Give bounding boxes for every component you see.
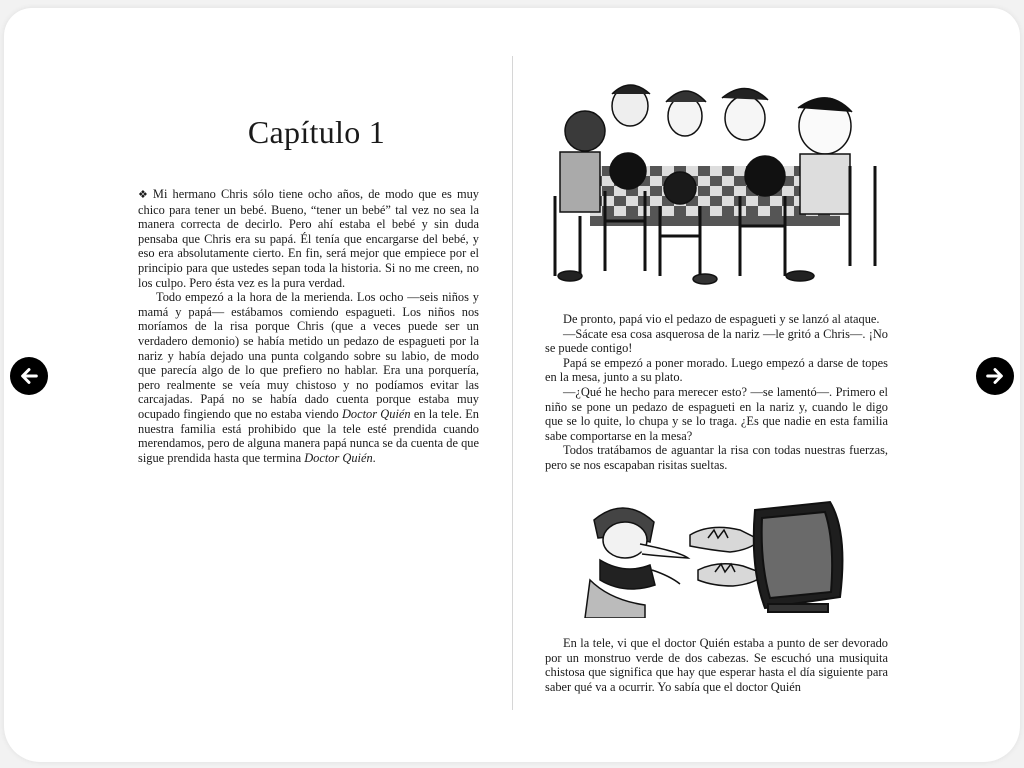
arrow-right-icon [984,365,1006,387]
prev-page-button[interactable] [10,357,48,395]
paragraph-text: . [372,450,376,465]
paragraph: De pronto, papá vio el pedazo de espagueti y se lanzó al ataque. [563,312,880,326]
paragraph: En la tele, vi que el doctor Quién estaba a punto de ser devorado por un monstruo verde de dos cabezas. Se escuchó una musiquita chistosa que significa que hay que esperar hasta el día siguiente para saber qué va a ocurrir. Yo sabía que el doctor Quién [545,636,888,694]
show-title: Doctor Quién [341,406,411,421]
paragraph: —¿Qué he hecho para merecer esto? —se lamentó—. Primero el niño se pone un pedazo de espagueti en la nariz y, cuando le digo que se lo quite, lo chupa y se lo traga. ¿Es que nadie en esta familia sabe comportarse en la mesa? [545,384,888,443]
arrow-left-icon [18,365,40,387]
chapter-title: Capítulo 1 [247,114,386,150]
paragraph-text: en la tele. En nuestra familia está prohibido que la tele esté prendida cuando merendamos, pero de alguna manera papá nunca se da cuenta de que sigue prendida hasta que termina [138,406,479,465]
family-dinner-illustration [550,76,882,288]
paragraph: Todos tratábamos de aguantar la risa con todas nuestras fuerzas, pero se nos escapaban risitas sueltas. [545,443,888,472]
next-page-button[interactable] [976,357,1014,395]
paragraph-text: Mi hermano Chris sólo tiene ocho años, de modo que es muy chico para tener un bebé. Bueno, “tener un bebé” tal vez no sea la manera correcta de decirlo. Pero ahí estaba el bebé y sin duda pensaba que Chris era su papá. Él tenía que encargarse del bebé, y eso era absolutamente cierto. En fin, será mejor que empiece por el principio para que ustedes sepan toda la historia. Si no me creen, no los culpo. Pero ésta vez es la pura verdad. [138,187,479,290]
tv-monster-illustration [580,500,852,618]
right-page-text-2 [545,636,888,694]
show-title: Doctor Quién [304,450,373,465]
boy-figure [585,508,688,618]
paragraph [138,187,479,290]
left-page-text [138,187,479,465]
paragraph: Papá se empezó a poner morado. Luego empezó a darse de topes en la mesa, junto a su plato. [545,355,888,385]
paragraph: —Sácate esa cosa asquerosa de la nariz —le gritó a Chris—. ¡No se puede contigo! [545,326,888,356]
paragraph [138,290,479,465]
paragraph-text: Todo empezó a la hora de la merienda. Los ocho —seis niños y mamá y papá— estábamos comiendo espagueti. Los niños nos moríamos de la risa porque Chris (que a veces puede ser un verdadero demonio) se había metido un pedazo de espagueti por la nariz y había dejado una punta colgando sobre su labio, de modo que parecía algo de lo que prefiero no hablar. Era una porquería, pero realmente se veía muy chistoso y no podíamos evitar las carcajadas. Papá no se había dado cuenta porque estaba muy ocupado fingiendo que no estaba viendo [138,290,479,421]
right-page-text-1 [545,312,888,473]
left-page [138,110,479,465]
television [754,502,843,612]
ornament-icon: ❖ [138,189,150,201]
page-gutter [512,56,513,710]
